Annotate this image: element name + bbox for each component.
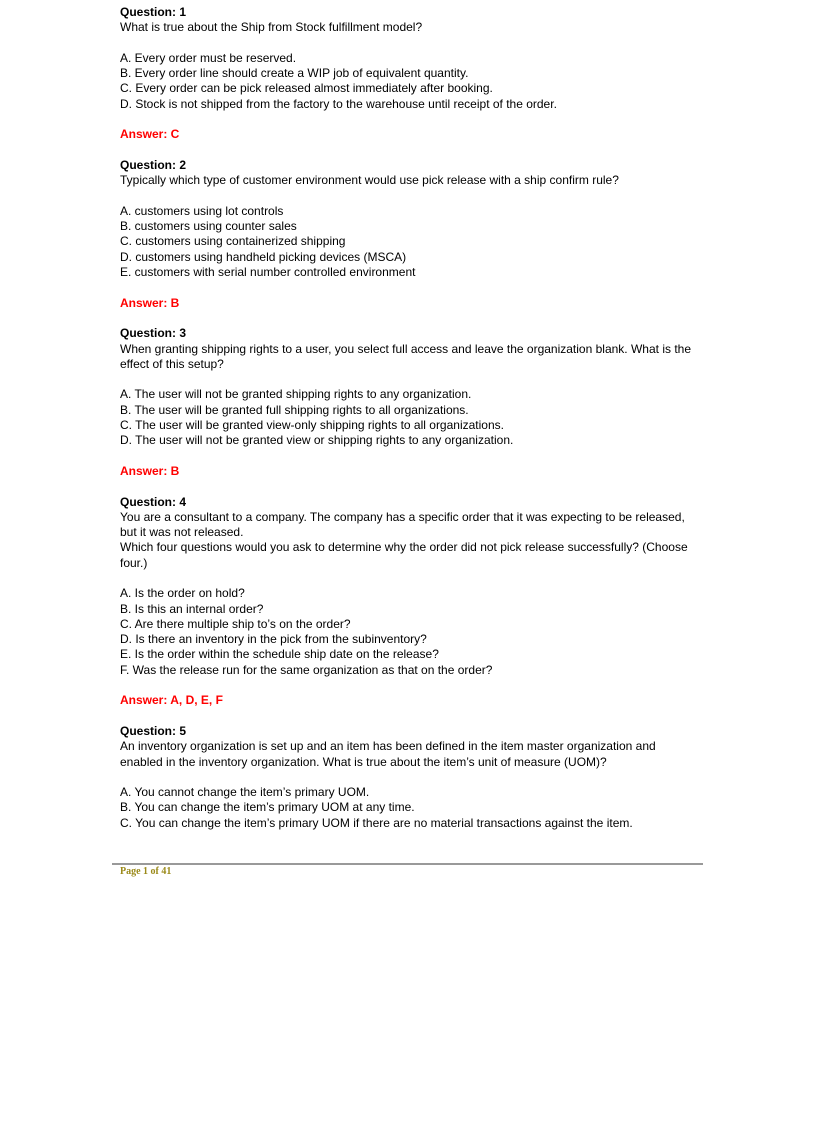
option-item: B. Every order line should create a WIP job of equivalent quantity.	[120, 66, 469, 81]
option-item: A. You cannot change the item’s primary UOM.	[120, 785, 370, 800]
question-block	[120, 326, 700, 479]
option-item: F. Was the release run for the same organization as that on the order?	[120, 662, 493, 677]
question-text: When granting shipping rights to a user, you select full access and leave the organization blank. What is the effect of this setup?	[120, 341, 691, 371]
footer-divider	[112, 863, 703, 865]
question-text: Which four questions would you ask to determine why the order did not pick release successfully? (Choose four.)	[120, 540, 688, 570]
question-text: You are a consultant to a company. The company has a specific order that it was expecting to be released, but it was not released.	[120, 509, 685, 540]
option-item: C. Are there multiple ship to’s on the order?	[120, 616, 351, 631]
page-number: Page 1 of 41	[120, 866, 172, 877]
option-item: D. customers using handheld picking devices (MSCA)	[120, 249, 407, 264]
question-text: An inventory organization is set up and an item has been defined in the item master organization and enabled in the inventory organization. What is true about the item’s unit of measure (UOM)?	[120, 739, 656, 769]
options-list	[120, 586, 700, 678]
option-item: A. customers using lot controls	[120, 203, 284, 218]
option-item: D. The user will not be granted view or shipping rights to any organization.	[120, 433, 514, 448]
option-item: D. Stock is not shipped from the factory to the warehouse until receipt of the order.	[120, 96, 557, 111]
question-label: Question: 1	[120, 5, 187, 19]
option-item: C. You can change the item’s primary UOM if there are no material transactions against the item.	[120, 815, 633, 830]
option-item: B. You can change the item’s primary UOM at any time.	[120, 800, 415, 815]
option-item: B. Is this an internal order?	[120, 601, 264, 616]
option-item: C. The user will be granted view-only shipping rights to all organizations.	[120, 418, 504, 433]
question-label: Question: 3	[120, 326, 187, 341]
option-item: C. customers using containerized shipping	[120, 234, 346, 249]
options-list	[120, 387, 700, 448]
question-block	[120, 495, 700, 709]
option-item: D. Is there an inventory in the pick from the subinventory?	[120, 632, 427, 647]
answer-text: Answer: C	[120, 127, 180, 142]
options-list	[120, 785, 700, 831]
question-block	[120, 158, 700, 311]
option-item: C. Every order can be pick released almost immediately after booking.	[120, 81, 493, 96]
document-body	[120, 5, 700, 831]
question-label: Question: 4	[120, 494, 187, 509]
question-block	[120, 5, 700, 143]
answer-text: Answer: A, D, E, F	[120, 693, 223, 708]
question-text: What is true about the Ship from Stock fulfillment model?	[120, 20, 423, 35]
question-text: Typically which type of customer environment would use pick release with a ship confirm rule?	[120, 173, 619, 188]
option-item: A. Is the order on hold?	[120, 586, 245, 601]
options-list	[120, 51, 700, 112]
options-list	[120, 204, 700, 280]
answer-text: Answer: B	[120, 463, 180, 478]
option-item: E. customers with serial number controlled environment	[120, 265, 416, 280]
option-item: A. The user will not be granted shipping rights to any organization.	[120, 387, 472, 402]
question-label: Question: 2	[120, 157, 187, 172]
option-item: E. Is the order within the schedule ship date on the release?	[120, 647, 439, 662]
option-item: B. The user will be granted full shipping rights to all organizations.	[120, 402, 469, 417]
question-block	[120, 724, 700, 831]
option-item: A. Every order must be reserved.	[120, 50, 297, 65]
answer-text: Answer: B	[120, 295, 180, 310]
question-label: Question: 5	[120, 723, 187, 738]
option-item: B. customers using counter sales	[120, 219, 297, 234]
